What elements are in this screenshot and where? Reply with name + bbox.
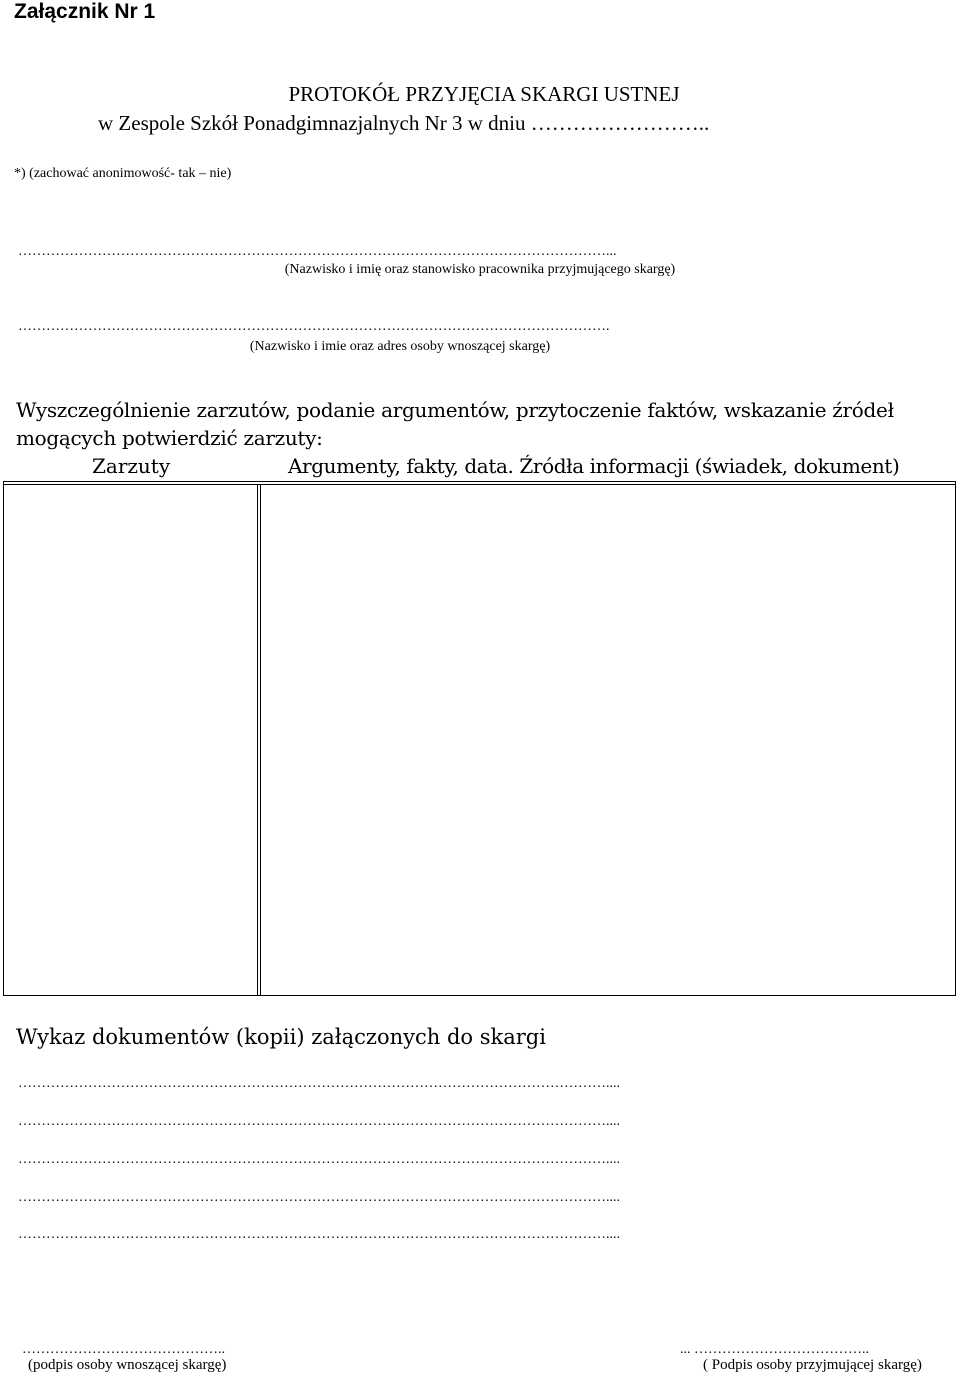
attachment-line[interactable]: ……………………………………………………………………………………………………………….... xyxy=(18,1227,620,1242)
document-subtitle: w Zespole Szkół Ponadgimnazjalnych Nr 3 w dniu …………………….. xyxy=(98,111,710,135)
employee-signature-caption: ( Podpis osoby przyjmującej skargę) xyxy=(703,1357,922,1373)
instructions-paragraph: Wyszczególnienie zarzutów, podanie argumentów, przytoczenie faktów, wskazanie źródeł mogących potwierdzić zarzuty: xyxy=(16,398,894,450)
document-title: PROTOKÓŁ PRZYJĘCIA SKARGI USTNEJ xyxy=(288,82,680,106)
employee-name-field[interactable]: ………………………………………………………………………………………………………………... xyxy=(18,244,617,259)
table-header-charges: Zarzuty xyxy=(92,454,171,478)
column-divider-inner xyxy=(260,484,261,995)
employee-name-caption: (Nazwisko i imię oraz stanowisko pracownika przyjmującego skargę) xyxy=(284,262,676,277)
column-divider xyxy=(257,484,258,995)
annex-label: Załącznik Nr 1 xyxy=(14,0,156,23)
attachment-line[interactable]: ……………………………………………………………………………………………………………….... xyxy=(18,1076,620,1091)
table-header-arguments: Argumenty, fakty, data. Źródła informacji (świadek, dokument) xyxy=(288,454,900,478)
anonymity-note: *) (zachować anonimowość- tak – nie) xyxy=(14,166,232,181)
complainant-name-field[interactable]: ………………………………………………………………………………………………………………. xyxy=(18,319,610,334)
table-top-rule xyxy=(4,484,955,485)
attachment-line[interactable]: ……………………………………………………………………………………………………………….... xyxy=(18,1152,620,1167)
attachments-title: Wykaz dokumentów (kopii) załączonych do skargi xyxy=(16,1025,546,1049)
attachment-line[interactable]: ……………………………………………………………………………………………………………….... xyxy=(18,1114,620,1129)
complainant-signature-field[interactable]: …………………………………….. xyxy=(22,1342,225,1357)
complainant-signature-caption: (podpis osoby wnoszącej skargę) xyxy=(28,1357,227,1373)
attachment-line[interactable]: ……………………………………………………………………………………………………………….... xyxy=(18,1190,620,1205)
complainant-name-caption: (Nazwisko i imie oraz adres osoby wnoszącej skargę) xyxy=(249,339,551,354)
employee-signature-field[interactable]: ... ……………………………….. xyxy=(680,1342,869,1357)
complaint-table xyxy=(3,481,956,996)
